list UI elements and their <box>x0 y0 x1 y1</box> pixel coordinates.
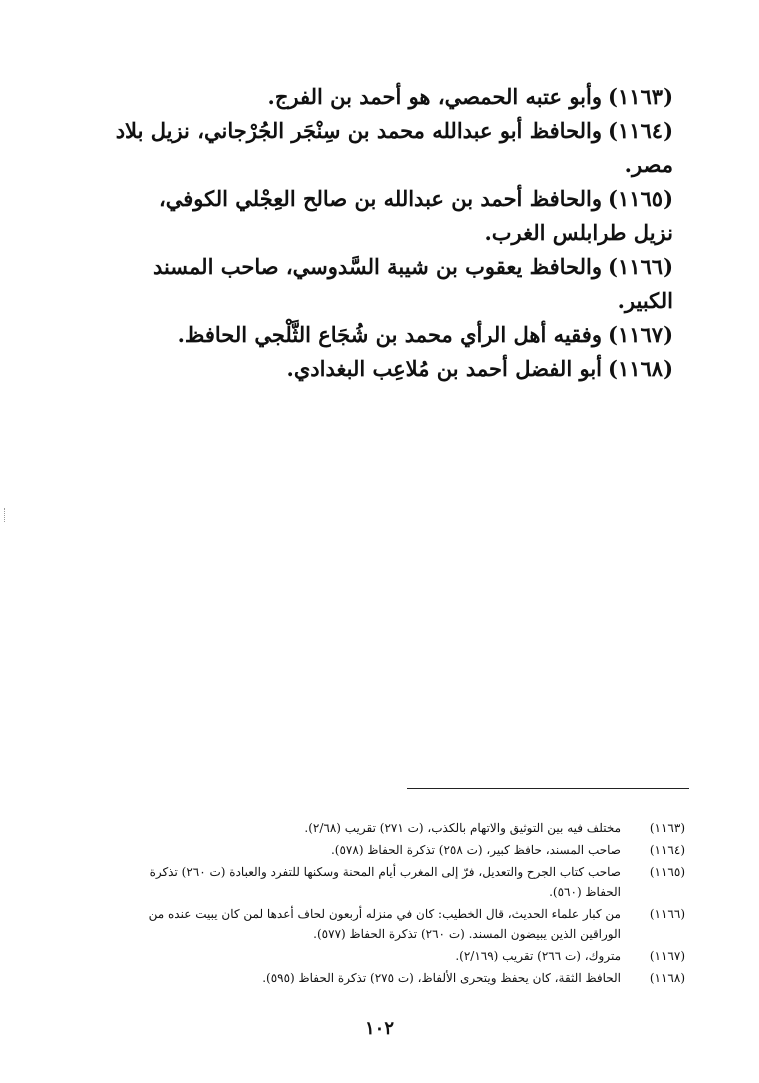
main-entry <box>113 250 673 318</box>
footnote-text: الحافظ الثقة، كان يحفظ ويتحرى الألفاظ، (ت ٢٧٥) تذكرة الحفاظ (٥٩٥). <box>262 971 621 985</box>
entry-number: (١١٦٧) <box>608 322 673 347</box>
footnote <box>125 840 685 860</box>
entry-number: (١١٦٤) <box>608 118 673 143</box>
page-number: ١٠٢ <box>364 1018 394 1039</box>
main-entry <box>113 318 673 352</box>
entry-number: (١١٦٣) <box>608 84 673 109</box>
main-entry <box>113 352 673 386</box>
main-entry <box>113 182 673 250</box>
footnote <box>125 904 685 944</box>
entry-number: (١١٦٥) <box>608 186 673 211</box>
footnote <box>125 862 685 902</box>
entry-text: والحافظ يعقوب بن شيبة السَّدوسي، صاحب المسند الكبير. <box>152 254 673 313</box>
footnote-number: (١١٦٧) <box>649 949 685 963</box>
footnote <box>125 968 685 988</box>
footnotes-block <box>125 818 685 990</box>
main-entry <box>113 114 673 182</box>
entry-text: والحافظ أبو عبدالله محمد بن سِنْجَر الجُرْجاني، نزيل بلاد مصر. <box>115 118 673 177</box>
entry-text: والحافظ أحمد بن عبدالله بن صالح العِجْلي الكوفي، نزيل طرابلس الغرب. <box>158 186 673 245</box>
footnote-text: صاحب المسند، حافظ كبير، (ت ٢٥٨) تذكرة الحفاظ (٥٧٨). <box>330 843 621 857</box>
main-text-block <box>113 80 673 386</box>
footnote-text: مختلف فيه بين التوثيق والاتهام بالكذب، (ت ٢٧١) تقريب (٢/٦٨). <box>304 821 621 835</box>
main-entry <box>113 80 673 114</box>
footnote-separator <box>407 788 689 789</box>
footnote-text: من كبار علماء الحديث، قال الخطيب: كان في منزله أربعون لحاف أعدها لمن كان يبيت عنده من الوراقين الذين يبيضون المسند. (ت ٢٦٠) تذكرة الحفاظ (٥٧٧). <box>148 907 621 941</box>
entry-text: وفقيه أهل الرأي محمد بن شُجَاع الثَّلْجي الحافظ. <box>177 322 602 347</box>
footnote-text: صاحب كتاب الجرح والتعديل، فرّ إلى المغرب أيام المحنة وسكنها للتفرد والعبادة (ت ٢٦٠) تذكرة الحفاظ (٥٦٠). <box>149 865 621 899</box>
footnote-number: (١١٦٦) <box>649 907 685 921</box>
footnote <box>125 818 685 838</box>
footnote-number: (١١٦٣) <box>649 821 685 835</box>
entry-text: أبو الفضل أحمد بن مُلاعِب البغدادي. <box>286 356 602 381</box>
footnote-number: (١١٦٤) <box>649 843 685 857</box>
footnote-number: (١١٦٥) <box>649 865 685 879</box>
entry-number: (١١٦٦) <box>608 254 673 279</box>
footnote-number: (١١٦٨) <box>649 971 685 985</box>
entry-number: (١١٦٨) <box>608 356 673 381</box>
footnote <box>125 946 685 966</box>
scan-edge-mark <box>4 508 8 522</box>
footnote-text: متروك، (ت ٢٦٦) تقريب (٢/١٦٩). <box>455 949 621 963</box>
entry-text: وأبو عتبه الحمصي، هو أحمد بن الفرج. <box>267 84 602 109</box>
